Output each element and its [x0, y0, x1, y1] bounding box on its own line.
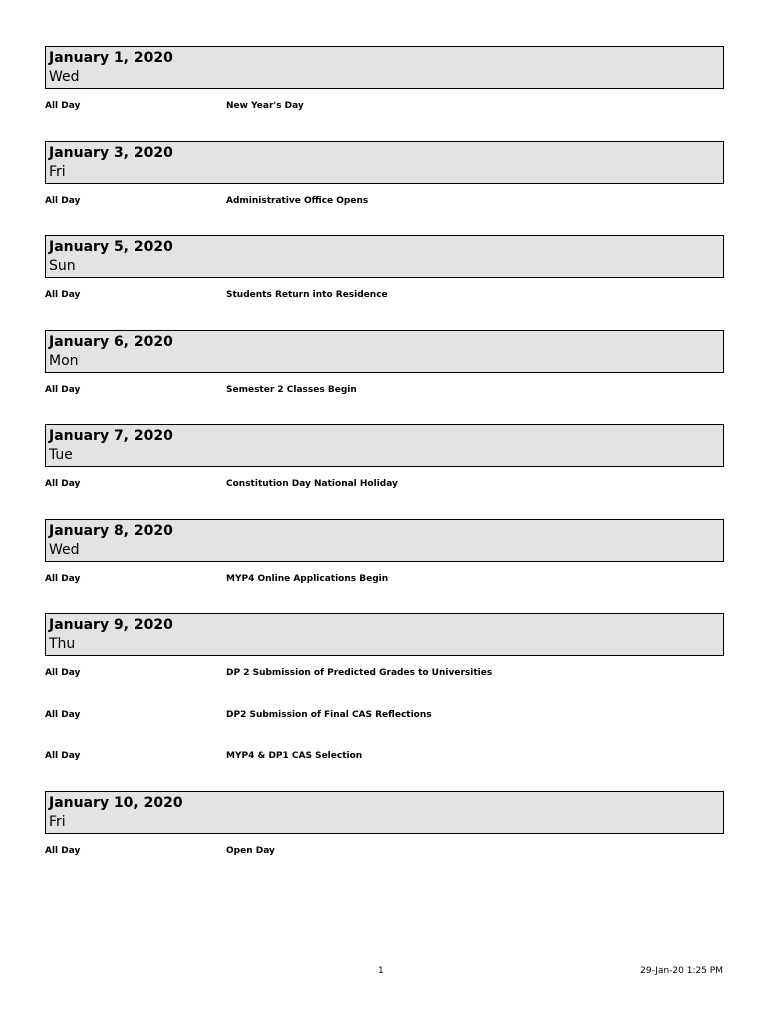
day-header: [45, 330, 724, 373]
event-time: All Day: [45, 195, 81, 206]
day-header: [45, 613, 724, 656]
event-row: [45, 698, 724, 740]
event-row: [45, 278, 724, 320]
day-header: [45, 46, 724, 89]
event-title: Constitution Day National Holiday: [226, 479, 398, 489]
day-date: January 1, 2020: [49, 50, 173, 66]
day-header: [45, 141, 724, 184]
event-time: All Day: [45, 709, 81, 720]
page-number: 1: [378, 966, 384, 976]
day-date: January 5, 2020: [49, 239, 173, 255]
day-block: [45, 141, 724, 226]
print-timestamp: 29-Jan-20 1:25 PM: [640, 966, 723, 976]
event-time: All Day: [45, 845, 81, 856]
event-title: New Year's Day: [226, 101, 304, 111]
day-header: [45, 235, 724, 278]
event-title: MYP4 & DP1 CAS Selection: [226, 751, 363, 761]
event-title: Students Return into Residence: [226, 290, 388, 300]
day-date: January 7, 2020: [49, 428, 173, 444]
event-title: Administrative Office Opens: [226, 195, 369, 206]
event-row: [45, 184, 724, 226]
event-row: [45, 373, 724, 415]
day-weekday: Wed: [49, 541, 80, 558]
event-time: All Day: [45, 384, 81, 395]
day-block: [45, 46, 724, 131]
event-title: DP2 Submission of Final CAS Reflections: [226, 709, 432, 720]
day-header: [45, 519, 724, 562]
day-weekday: Fri: [49, 163, 66, 180]
event-title: Open Day: [226, 845, 275, 856]
day-block: [45, 519, 724, 604]
event-title: MYP4 Online Applications Begin: [226, 573, 389, 584]
event-row: [45, 562, 724, 604]
day-block: [45, 791, 724, 876]
event-row: [45, 834, 724, 876]
day-header: [45, 424, 724, 467]
day-date: January 9, 2020: [49, 617, 173, 633]
event-time: All Day: [45, 573, 81, 584]
day-block: [45, 235, 724, 320]
event-time: All Day: [45, 290, 81, 300]
day-weekday: Fri: [49, 813, 66, 830]
event-row: [45, 467, 724, 509]
event-time: All Day: [45, 479, 81, 489]
event-time: All Day: [45, 668, 81, 678]
day-block: [45, 613, 724, 781]
day-weekday: Mon: [49, 352, 79, 369]
event-time: All Day: [45, 101, 81, 111]
day-header: [45, 791, 724, 834]
day-weekday: Wed: [49, 69, 80, 85]
day-date: January 10, 2020: [49, 794, 183, 811]
day-block: [45, 424, 724, 509]
event-title: Semester 2 Classes Begin: [226, 384, 357, 395]
event-title: DP 2 Submission of Predicted Grades to Universities: [226, 668, 493, 678]
event-row: [45, 89, 724, 131]
day-date: January 6, 2020: [49, 333, 173, 350]
day-weekday: Thu: [49, 636, 76, 652]
day-weekday: Sun: [49, 258, 76, 274]
day-date: January 3, 2020: [49, 144, 173, 161]
day-date: January 8, 2020: [49, 522, 173, 539]
day-block: [45, 330, 724, 415]
event-row: [45, 656, 724, 698]
day-weekday: Tue: [49, 447, 73, 463]
event-time: All Day: [45, 751, 81, 761]
event-row: [45, 739, 724, 781]
